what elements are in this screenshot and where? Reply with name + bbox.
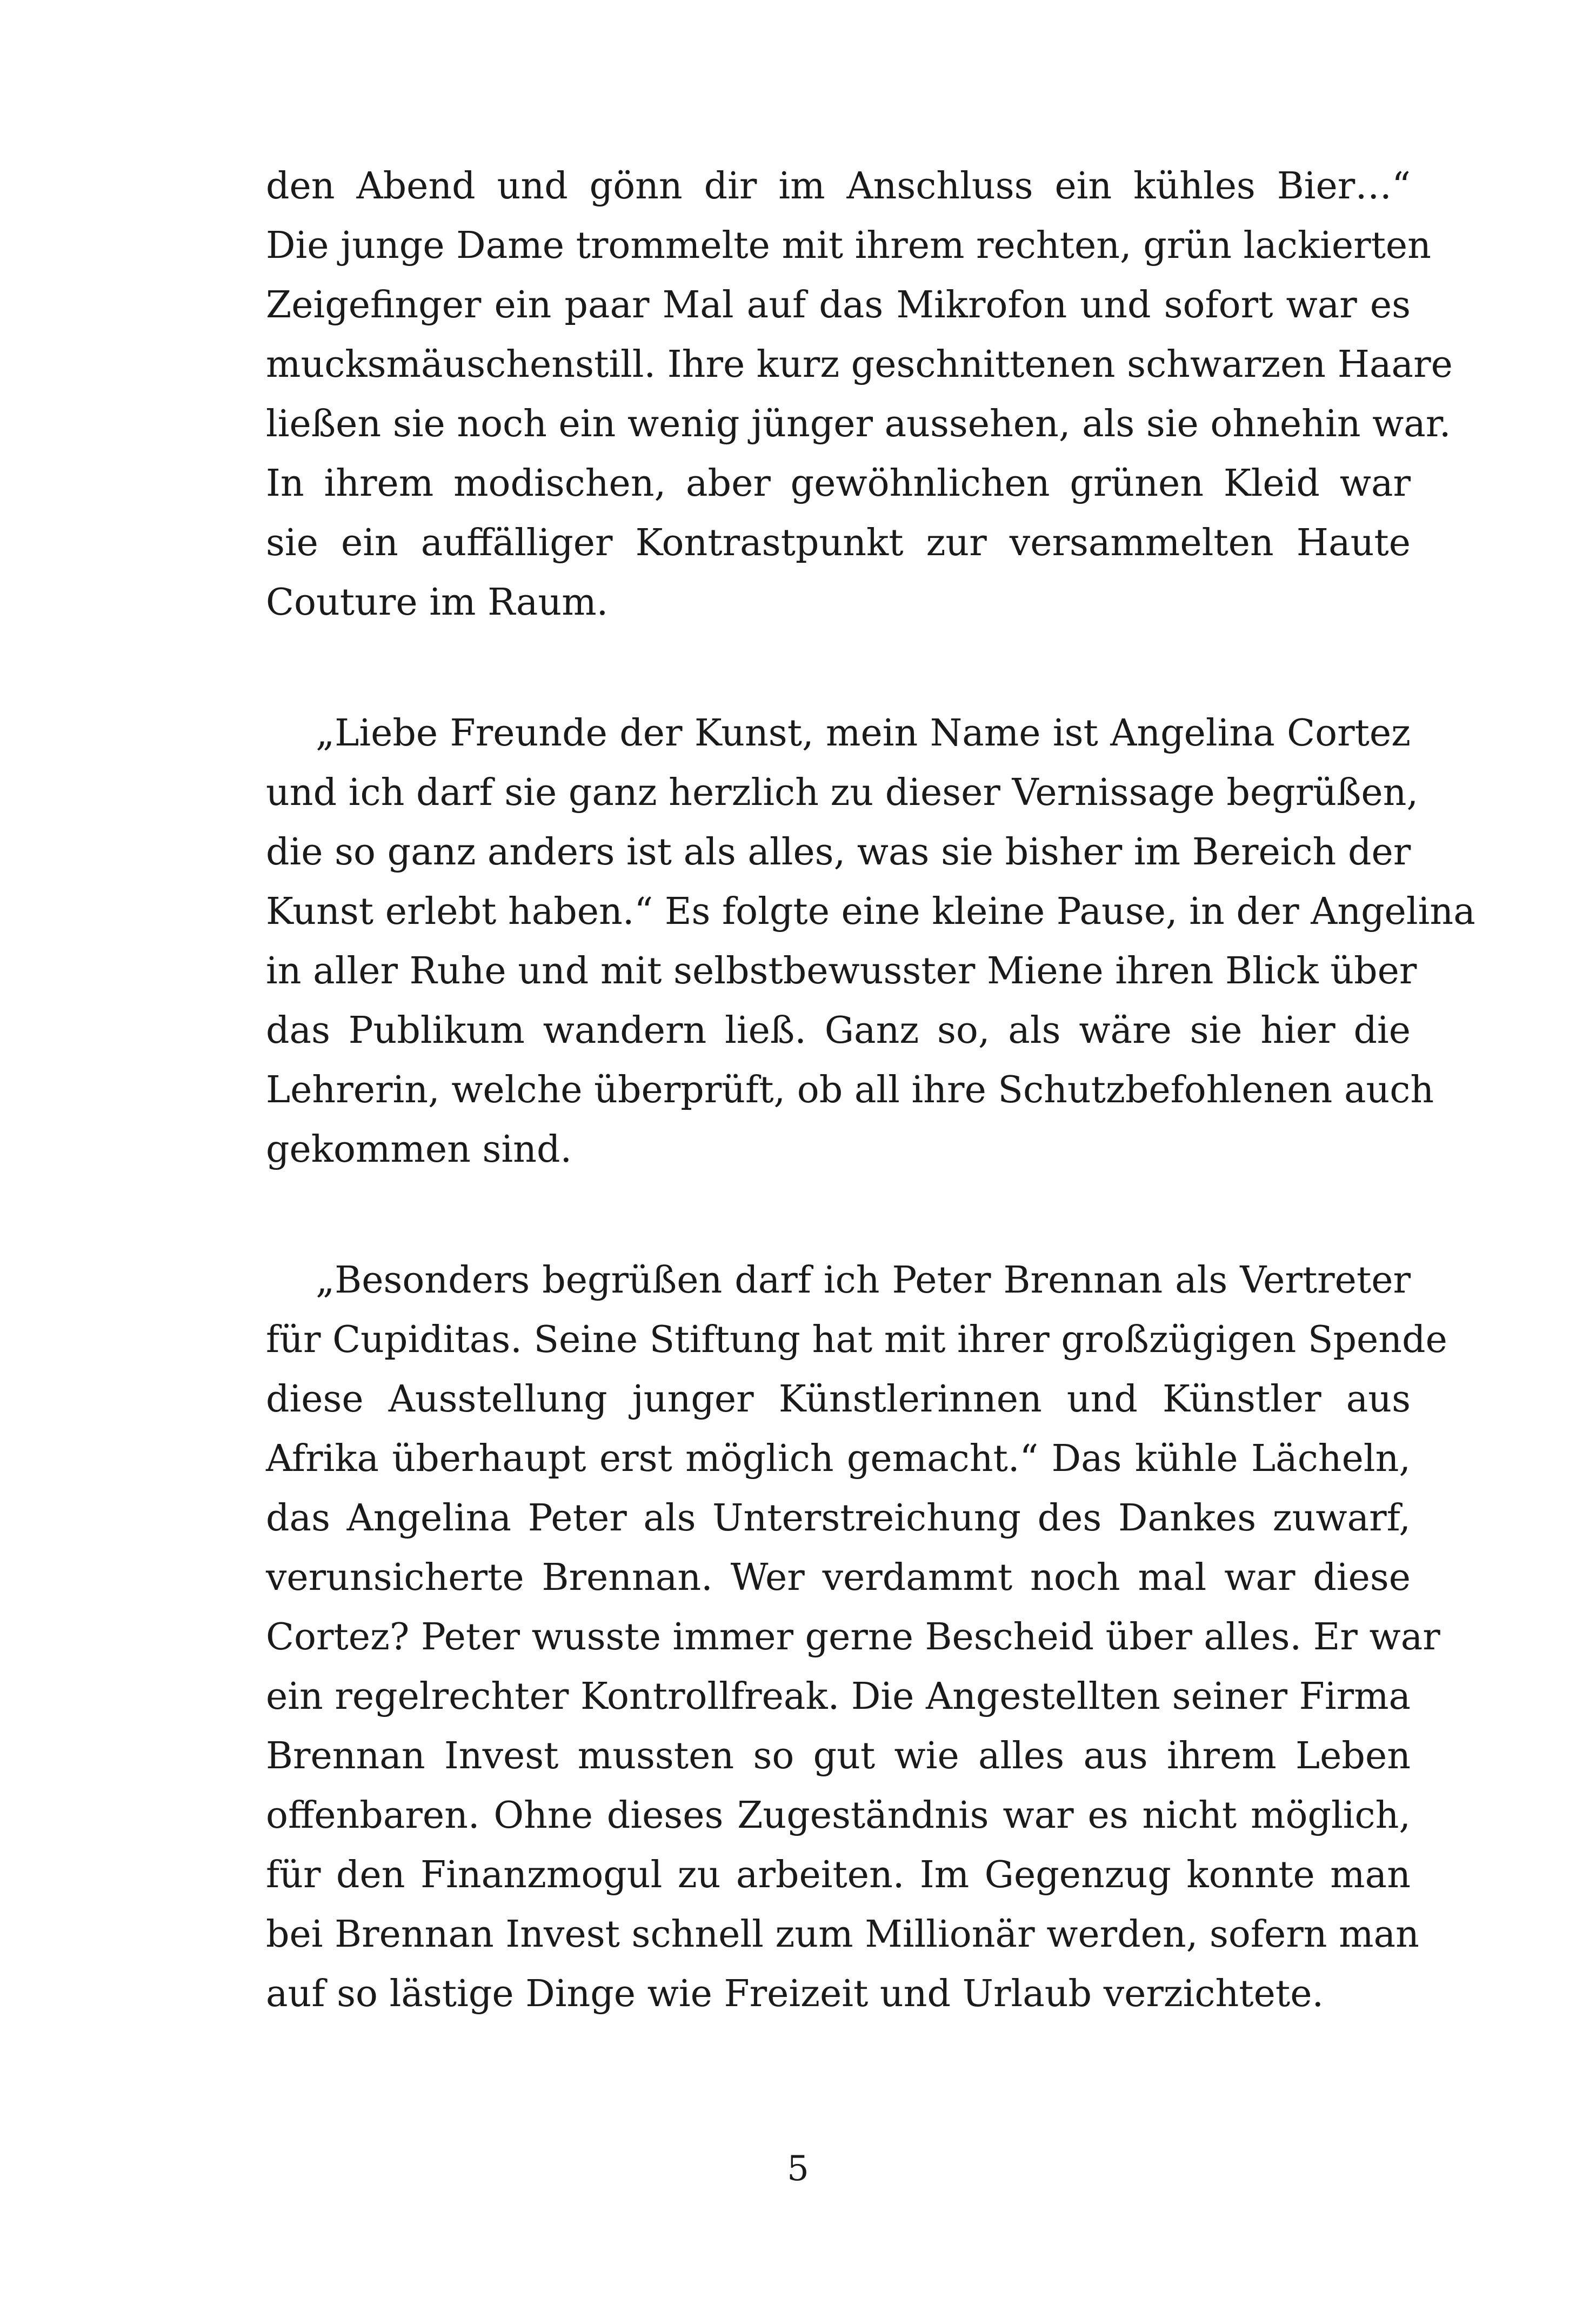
page-number: 5 <box>787 2149 809 2189</box>
text-line: Die junge Dame trommelte mit ihrem rechten, grün lackierten <box>266 224 1431 267</box>
text-line: ein regelrechter Kontrollfreak. Die Angestellten seiner Firma <box>266 1675 1411 1718</box>
text-line: Couture im Raum. <box>266 581 609 624</box>
text-line: Zeigefinger ein paar Mal auf das Mikrofon und sofort war es <box>266 284 1411 327</box>
text-line: Kunst erlebt haben.“ Es folgte eine kleine Pause, in der Angelina <box>266 890 1475 933</box>
text-line: „Liebe Freunde der Kunst, mein Name ist Angelina Cortez <box>316 712 1411 755</box>
text-line: offenbaren. Ohne dieses Zugeständnis war es nicht möglich, <box>266 1794 1411 1837</box>
text-line: das Publikum wandern ließ. Ganz so, als wäre sie hier die <box>266 1009 1411 1052</box>
paragraph-3 <box>266 1251 1447 2024</box>
paragraph-gap <box>266 1180 1411 1251</box>
text-line: sie ein auffälliger Kontrastpunkt zur versammelten Haute <box>266 522 1411 564</box>
text-line: diese Ausstellung junger Künstlerinnen und Künstler aus <box>266 1378 1411 1421</box>
text-line: gekommen sind. <box>266 1128 572 1171</box>
text-line: In ihrem modischen, aber gewöhnlichen grünen Kleid war <box>266 462 1411 505</box>
text-line: in aller Ruhe und mit selbstbewusster Miene ihren Blick über <box>266 950 1417 993</box>
text-line: den Abend und gönn dir im Anschluss ein kühles Bier…“ <box>266 165 1411 208</box>
text-line: bei Brennan Invest schnell zum Millionär werden, sofern man <box>266 1913 1419 1956</box>
text-line: für den Finanzmogul zu arbeiten. Im Gegenzug konnte man <box>266 1854 1411 1896</box>
text-line: für Cupiditas. Seine Stiftung hat mit ihrer großzügigen Spende <box>266 1319 1447 1361</box>
paragraph-1 <box>266 157 1453 632</box>
text-line: Afrika überhaupt erst möglich gemacht.“ Das kühle Lächeln, <box>266 1437 1411 1480</box>
text-line: Brennan Invest mussten so gut wie alles aus ihrem Leben <box>266 1735 1411 1777</box>
text-line: und ich darf sie ganz herzlich zu dieser Vernissage begrüßen, <box>266 771 1419 814</box>
text-line: ließen sie noch ein wenig jünger aussehen, als sie ohnehin war. <box>266 403 1451 445</box>
text-line: verunsicherte Brennan. Wer verdammt noch mal war diese <box>266 1556 1411 1599</box>
text-line: Cortez? Peter wusste immer gerne Bescheid über alles. Er war <box>266 1616 1440 1659</box>
text-line: mucksmäuschenstill. Ihre kurz geschnittenen schwarzen Haare <box>266 343 1453 386</box>
paragraph-2 <box>266 704 1475 1180</box>
text-line: das Angelina Peter als Unterstreichung des Dankes zuwarf, <box>266 1497 1411 1540</box>
text-line: auf so lästige Dinge wie Freizeit und Urlaub verzichtete. <box>266 1973 1324 2015</box>
text-line: die so ganz anders ist als alles, was sie bisher im Bereich der <box>266 831 1411 874</box>
text-line: Lehrerin, welche überprüft, ob all ihre Schutzbefohlenen auch <box>266 1069 1434 1111</box>
body-text <box>266 157 1475 2024</box>
text-line: „Besonders begrüßen darf ich Peter Brennan als Vertreter <box>316 1259 1411 1302</box>
paragraph-gap <box>266 632 1411 704</box>
